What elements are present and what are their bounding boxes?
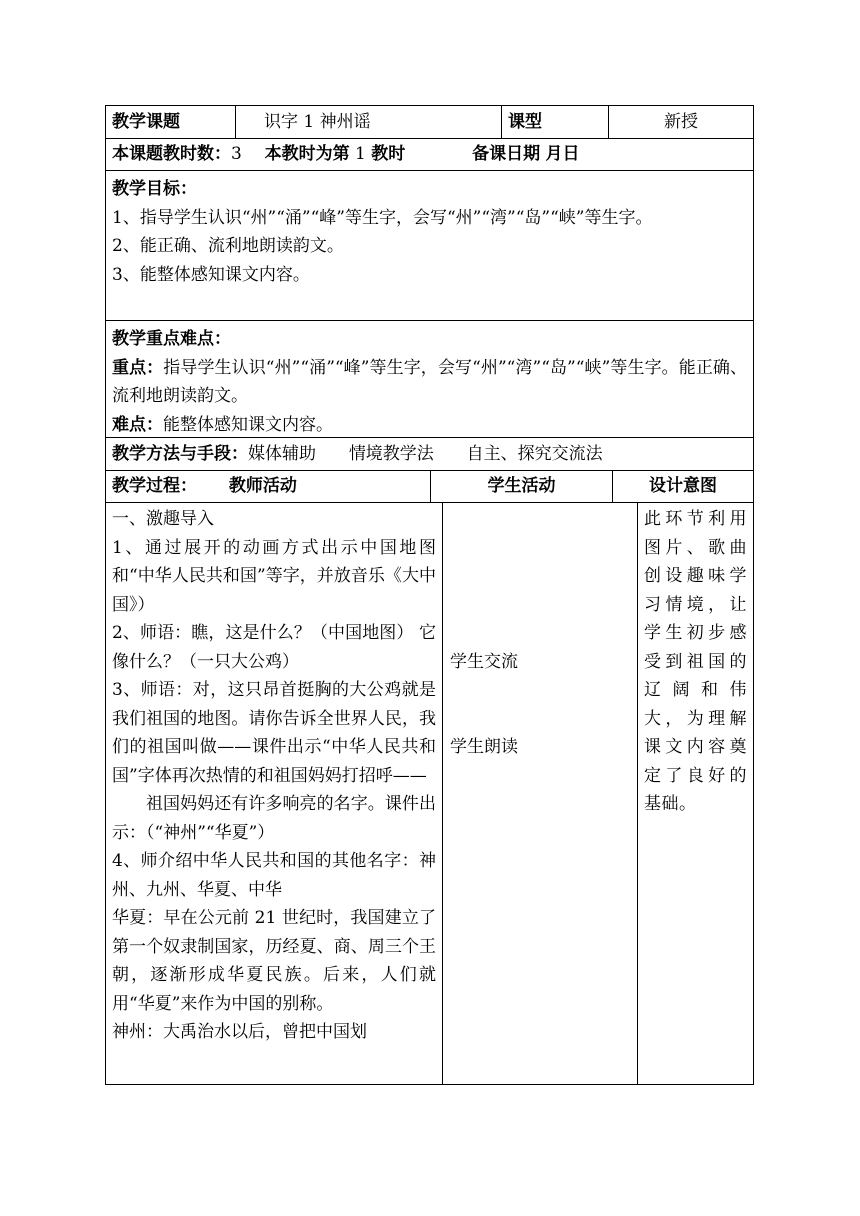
objective-item-1: 1、指导学生认识“州”“涌”“峰”等生字，会写“州”“湾”“岛”“峡”等生字。 [112, 207, 653, 228]
current-hour-label: 本教时为第 [264, 144, 350, 164]
teacher-paragraph-6: 华夏：早在公元前 21 世纪时，我国建立了第一个奴隶制国家，历经夏、商、周三个王朝，逐渐形成华夏民族。后来，人们就用“华夏”来作为中国的别称。 [112, 908, 436, 1014]
teacher-paragraph-4: 祖国妈妈还有许多响亮的名字。课件出示：（“神州”“华夏”） [112, 794, 436, 843]
total-hours-label: 本课题教时数： [112, 144, 231, 164]
lesson-type-label: 课型 [501, 106, 608, 138]
key-points-row [105, 321, 754, 438]
methods-cell [106, 438, 753, 470]
method-item-1: 媒体辅助 [248, 444, 316, 464]
design-intent-cell [637, 503, 753, 1084]
teacher-paragraph-3: 3、师语：对，这只昂首挺胸的大公鸡就是我们祖国的地图。请你告诉全世界人民，我们的祖国叫做——课件出示“中华人民共和国”字体再次热情的和祖国妈妈打招呼—— [112, 680, 436, 786]
lesson-plan-table [105, 105, 754, 1085]
hours-cell [106, 139, 753, 170]
method-item-2: 情境教学法 [348, 444, 434, 464]
difficult-point-label: 难点： [112, 414, 163, 435]
teacher-paragraph-1: 1、通过展开的动画方式出示中国地图和“中华人民共和国”等字，并放音乐《大中国》） [112, 537, 436, 615]
topic-row [105, 105, 754, 139]
student-activity-1: 学生交流 [450, 652, 518, 672]
key-point-label: 重点： [112, 357, 164, 378]
student-activity-header: 学生活动 [430, 471, 612, 502]
topic-label: 教学课题 [112, 112, 180, 132]
prep-date-label: 备课日期 [472, 144, 541, 164]
teacher-activity-header: 教师活动 [228, 476, 297, 496]
objective-item-2: 2、能正确、流利地朗读韵文。 [112, 236, 344, 256]
key-points-title: 教学重点难点： [112, 329, 231, 349]
process-header-row [105, 471, 754, 503]
current-hour-unit: 教时 [371, 144, 406, 164]
student-activity-cell [442, 503, 637, 1084]
teacher-header-cell [106, 471, 430, 502]
design-intent-header: 设计意图 [612, 471, 753, 502]
objectives-cell [106, 171, 753, 320]
teacher-paragraph-5: 4、师介绍中华人民共和国的其他名字：神州、九州、华夏、中华 [112, 851, 436, 900]
lesson-type-value: 新授 [608, 106, 753, 138]
total-hours-value: 3 [231, 144, 242, 164]
key-points-cell [106, 321, 753, 437]
key-point-line [112, 354, 747, 411]
process-body-row [105, 503, 754, 1085]
difficult-point-text: 能整体感知课文内容。 [163, 414, 333, 435]
objectives-row [105, 171, 754, 321]
design-intent-text: 此环节利用图片、歌曲创设趣味学习情境，让学生初步感受到祖国的辽阔和伟大，为理解课文内容奠定了良好的基础。 [644, 509, 747, 814]
teacher-activity-cell [106, 503, 442, 1084]
prep-date-value: 月日 [545, 144, 580, 164]
teacher-paragraph-7: 神州：大禹治水以后，曾把中国划 [112, 1022, 367, 1042]
method-item-3: 自主、探究交流法 [466, 444, 603, 464]
process-label: 教学过程： [112, 476, 197, 496]
section-title: 一、激趣导入 [112, 509, 214, 529]
current-hour-value: 1 [355, 144, 366, 164]
topic-text: 识字 1 神州谣 [264, 112, 371, 132]
student-activity-2: 学生朗读 [450, 737, 518, 757]
objectives-title: 教学目标： [112, 179, 197, 199]
teacher-paragraph-2: 2、师语：瞧，这是什么？（中国地图） 它像什么？（一只大公鸡） [112, 623, 436, 672]
difficult-point-line [112, 411, 747, 440]
topic-value [235, 106, 501, 138]
methods-row [105, 438, 754, 471]
hours-row [105, 139, 754, 171]
key-point-text: 指导学生认识“州”“涌”“峰”等生字，会写“州”“湾”“岛”“峡”等生字。能正确、流利地朗读韵文。 [112, 357, 748, 406]
methods-label: 教学方法与手段： [112, 444, 248, 464]
objective-item-3: 3、能整体感知课文内容。 [112, 264, 310, 285]
